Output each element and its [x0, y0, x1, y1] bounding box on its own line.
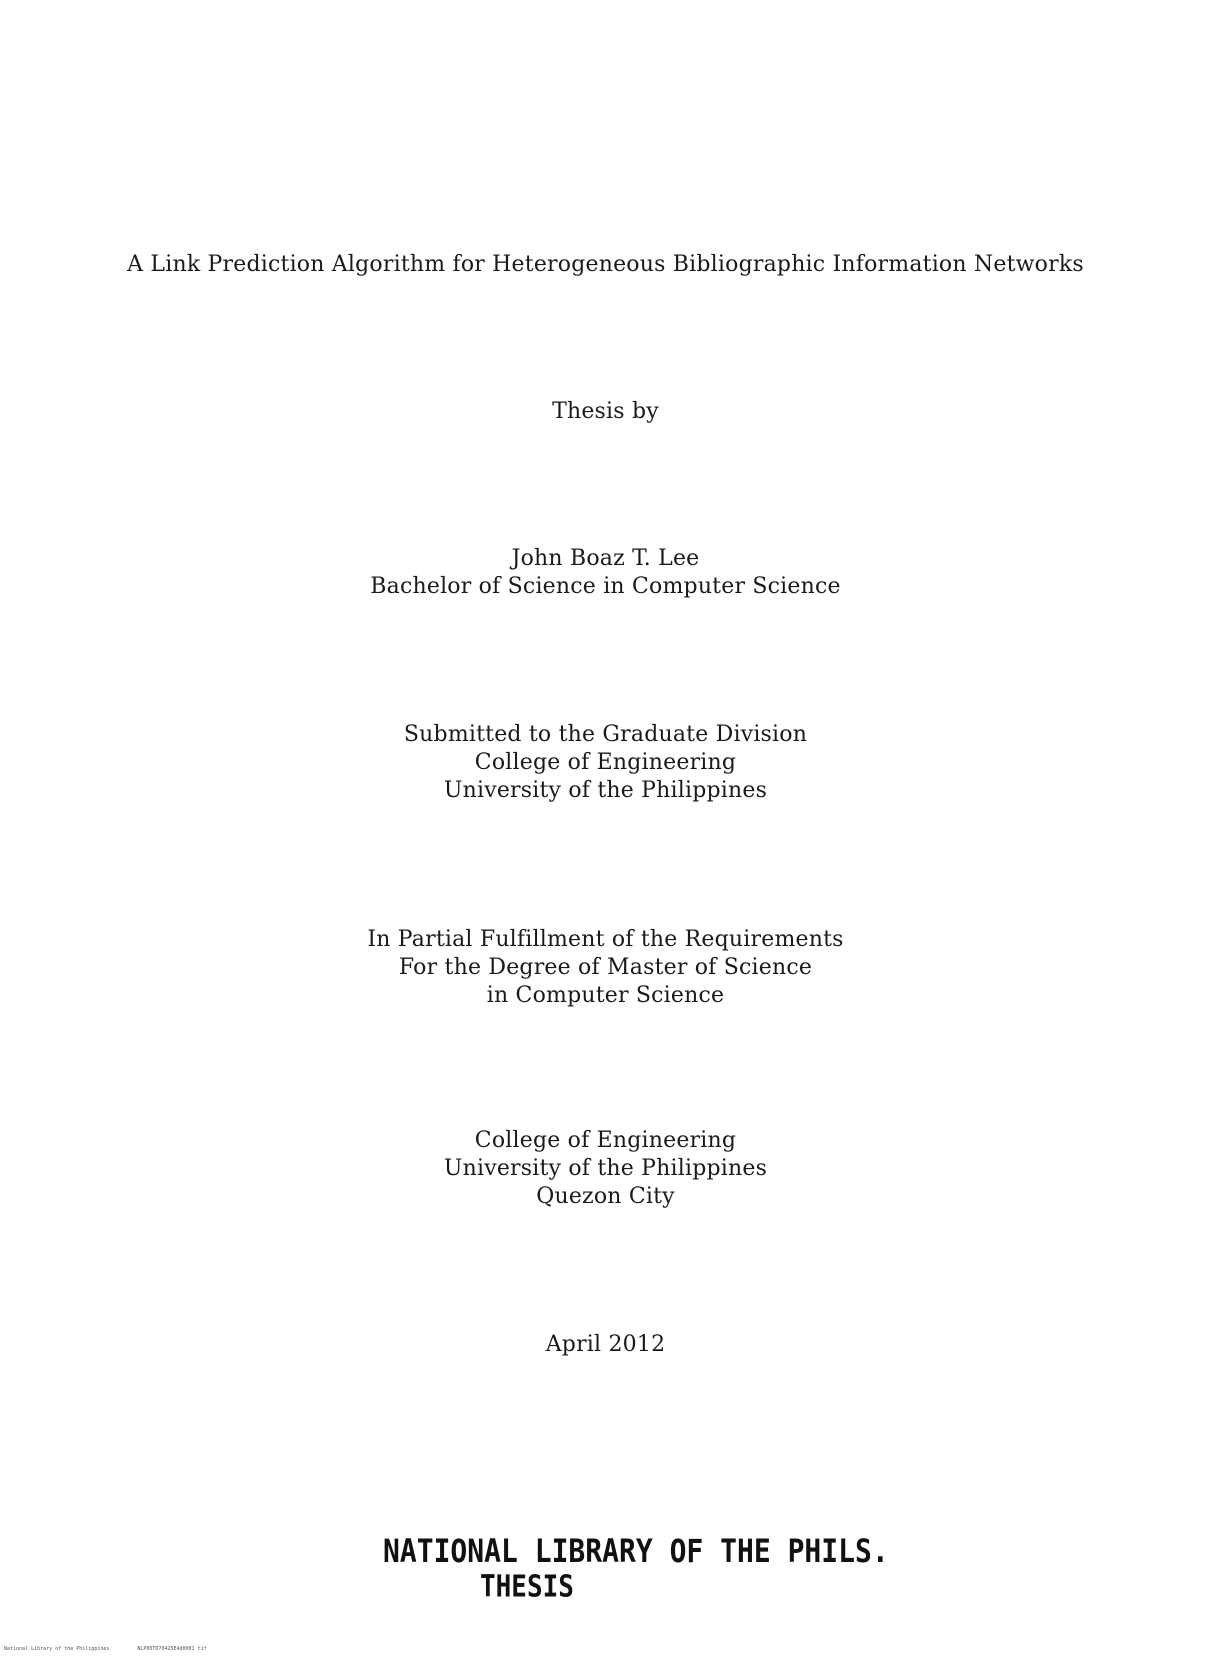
submitted-line-2: College of Engineering	[474, 750, 737, 775]
author-degree: Bachelor of Science in Computer Science	[370, 574, 841, 599]
institution-line-3: Quezon City	[536, 1184, 675, 1209]
submitted-line-1: Submitted to the Graduate Division	[403, 722, 808, 747]
scan-footer-right: NLP00TD70425E4d0001 tif	[137, 1646, 207, 1652]
scan-footer	[4, 1646, 207, 1652]
institution-line-2: University of the Philippines	[443, 1156, 768, 1181]
scan-footer-left: National Library of the Philippines	[4, 1646, 110, 1652]
submission-date: April 2012	[545, 1332, 666, 1357]
submitted-line-3: University of the Philippines	[443, 778, 768, 803]
fulfillment-line-1: In Partial Fulfillment of the Requirements	[367, 927, 844, 952]
fulfillment-line-3: in Computer Science	[486, 983, 725, 1008]
library-stamp-line-2: THESIS	[480, 1570, 574, 1605]
library-stamp-line-1: NATIONAL LIBRARY OF THE PHILS.	[383, 1532, 889, 1570]
thesis-title: A Link Prediction Algorithm for Heterogeneous Bibliographic Information Networks	[127, 252, 1084, 277]
fulfillment-line-2: For the Degree of Master of Science	[398, 955, 813, 980]
author-name: John Boaz T. Lee	[511, 546, 700, 571]
thesis-by-label: Thesis by	[552, 399, 659, 424]
institution-line-1: College of Engineering	[474, 1128, 737, 1153]
